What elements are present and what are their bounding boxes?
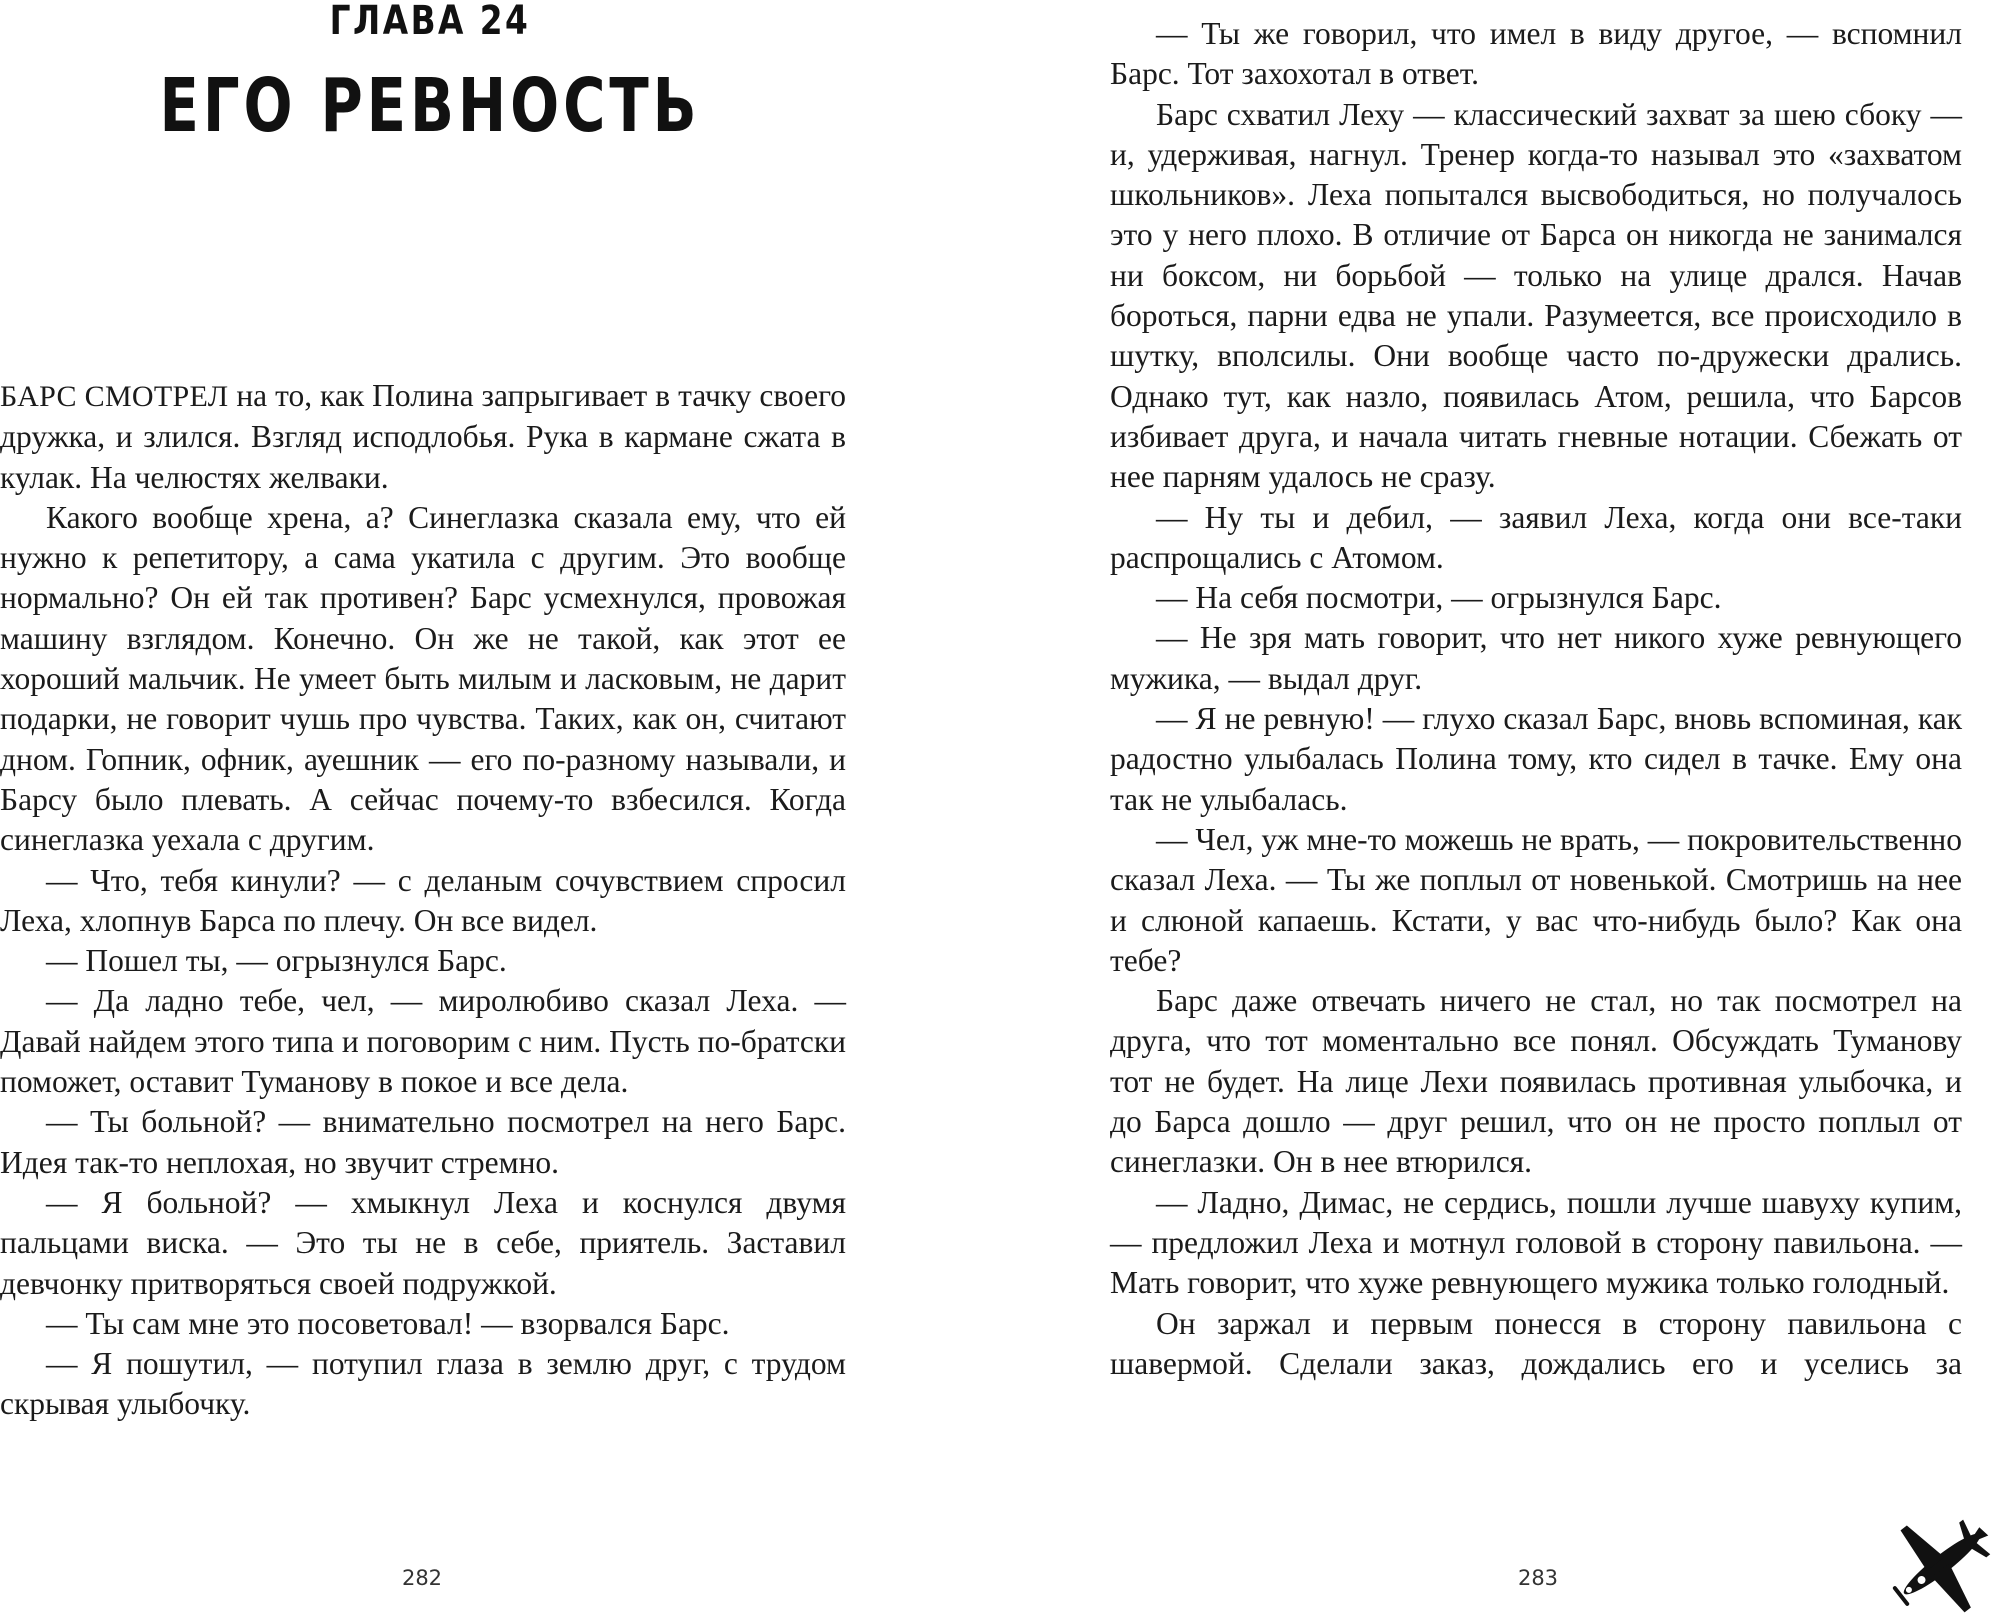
left-page-text bbox=[0, 376, 846, 1425]
page-number-left: 282 bbox=[401, 1566, 443, 1590]
paragraph bbox=[0, 376, 846, 498]
right-page bbox=[1110, 0, 1968, 1621]
paragraph: — Ты больной? — внимательно посмотрел на него Барс. Идея так-то неплохая, но звучит стремно. bbox=[0, 1104, 846, 1180]
paragraph: — На себя посмотри, — огрызнулся Барс. bbox=[1156, 580, 1722, 616]
paragraph: Он заржал и первым понесся в сторону павильона с шавермой. Сделали заказ, дождались его и уселись за bbox=[1110, 1305, 1962, 1381]
right-page-text bbox=[1110, 14, 1962, 1384]
paragraph: — Пошел ты, — огрызнулся Барс. bbox=[46, 943, 507, 979]
paragraph: — Не зря мать говорит, что нет никого хуже ревнующего мужика, — выдал друг. bbox=[1110, 620, 1962, 696]
paragraph-text: на то, как Полина запрыгивает в тачку своего дружка, и злился. Взгляд исподлобья. Рука в кармане сжата в кулак. На челюстях желваки. bbox=[0, 378, 846, 495]
paragraph: — Я больной? — хмыкнул Леха и коснулся двумя пальцами виска. — Это ты не в себе, приятель. Заставил девчонку притворяться своей подружкой. bbox=[0, 1184, 846, 1301]
paragraph: — Ты сам мне это посоветовал! — взорвался Барс. bbox=[46, 1305, 730, 1341]
paragraph: — Я не ревную! — глухо сказал Барс, вновь вспоминая, как радостно улыбалась Полина тому, кто сидел в тачке. Ему она так не улыбалась. bbox=[1110, 701, 1962, 817]
paragraph: — Ну ты и дебил, — заявил Леха, когда они все-таки распрощались с Атомом. bbox=[1110, 499, 1962, 575]
paragraph: Барс схватил Леху — классический захват за шею сбоку — и, удерживая, нагнул. Тренер когда-то называл это «захватом школьников». Леха попытался высвободиться, но получалось это у него плохо. В отличие от Барса он никогда не занимался ни боксом, ни борьбой — только на улице дрался. Начав бороться, парни едва не упали. Разумеется, все происходило в шутку, вполсилы. Они вообще часто по-дружески дрались. Однако тут, как назло, появилась Атом, решила, что Барсов избивает друга, и начала читать гневные нотации. Сбежать от нее парням удалось не сразу. bbox=[1110, 96, 1962, 495]
paragraph: — Я пошутил, — потупил глаза в землю друг, с трудом скрывая улыбочку. bbox=[0, 1346, 846, 1422]
paragraph: — Что, тебя кинули? — с деланым сочувствием спросил Леха, хлопнув Барса по плечу. Он все видел. bbox=[0, 862, 846, 938]
page-number-right: 283 bbox=[1517, 1566, 1559, 1590]
left-page bbox=[0, 0, 860, 1621]
paragraph: Какого вообще хрена, а? Синеглазка сказала ему, что ей нужно к репетитору, а сама укатила с другим. Это вообще нормально? Он ей так противен? Барс усмехнулся, провожая машину взглядом. Конечно. Он же не такой, как этот ее хороший мальчик. Не умеет быть милым и ласковым, не дарит подарки, не говорит чушь про чувства. Таких, как он, считают дном. Гопник, офник, ауешник — его по-разному называли, и Барсу было плевать. А сейчас почему-то взбесился. Когда синеглазка уехала с другим. bbox=[0, 499, 846, 858]
paragraph: — Чел, уж мне-то можешь не врать, — покровительственно сказал Леха. — Ты же поплыл от новенькой. Смотришь на нее и слюной капаешь. Кстати, у вас что-нибудь было? Как она тебе? bbox=[1110, 821, 1962, 978]
paragraph: — Да ладно тебе, чел, — миролюбиво сказал Леха. — Давай найдем этого типа и поговорим с ним. Пусть по-братски поможет, оставит Туманову в покое и все дела. bbox=[0, 983, 846, 1100]
chapter-number: ГЛАВА 24 bbox=[329, 0, 531, 44]
lead-in-caps: БАРС СМОТРЕЛ bbox=[0, 380, 229, 413]
paragraph: — Ты же говорил, что имел в виду другое, — вспомнил Барс. Тот захохотал в ответ. bbox=[1110, 16, 1962, 92]
chapter-heading bbox=[0, 0, 860, 154]
paragraph: Барс даже отвечать ничего не стал, но так посмотрел на друга, что тот моментально все понял. Обсуждать Туманову тот не будет. На лице Лехи появилась противная улыбочка, и до Барса дошло — друг решил, что он не просто поплыл от синеглазки. Он в нее втюрился. bbox=[1110, 983, 1962, 1180]
paragraph: — Ладно, Димас, не сердись, пошли лучше шавуху купим, — предложил Леха и мотнул головой в сторону павильона. — Мать говорит, что хуже ревнующего мужика только голодный. bbox=[1110, 1184, 1962, 1301]
airplane-icon bbox=[1886, 1508, 1998, 1620]
chapter-title: ЕГО РЕВНОСТЬ bbox=[159, 63, 701, 149]
